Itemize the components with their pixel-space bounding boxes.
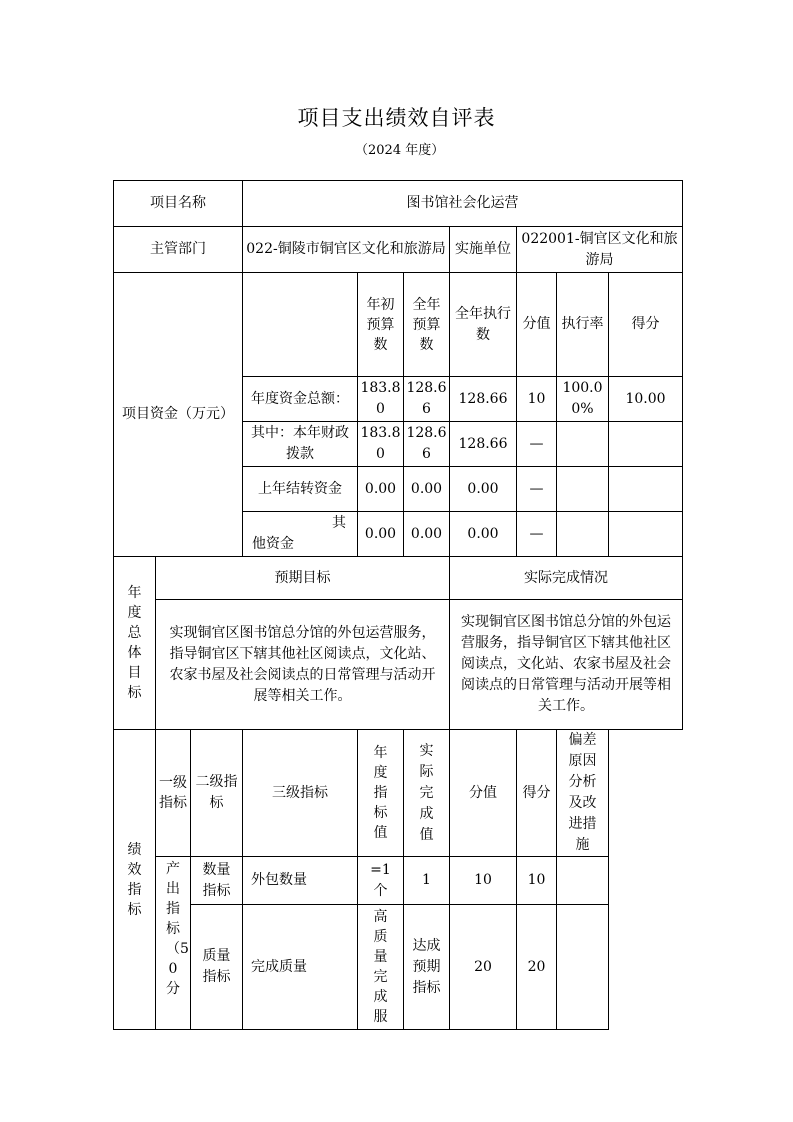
fund-full-year: 0.00 bbox=[404, 512, 450, 557]
dept-row bbox=[114, 227, 683, 273]
goals-content-row bbox=[114, 600, 683, 730]
fund-rate: 100.00% bbox=[557, 377, 609, 422]
fund-exec: 128.66 bbox=[450, 422, 517, 467]
ind-reason bbox=[557, 905, 609, 1030]
fund-full-year: 128.66 bbox=[404, 422, 450, 467]
unit-value: 022001-铜官区文化和旅游局 bbox=[517, 227, 683, 273]
ind-got: 20 bbox=[517, 905, 557, 1030]
funds-header-exec: 全年执行数 bbox=[450, 273, 517, 377]
ind-header-l1: 一级指标 bbox=[156, 730, 191, 857]
ind-header-reason: 偏差原因分析及改进措施 bbox=[557, 730, 609, 857]
page-subtitle-year: （2024 年度） bbox=[355, 143, 445, 158]
unit-label: 实施单位 bbox=[450, 227, 517, 273]
fund-label: 年度资金总额： bbox=[243, 377, 358, 422]
fund-label-part-b: 他资金 bbox=[252, 536, 294, 552]
fund-full-year: 0.00 bbox=[404, 467, 450, 512]
goals-expected-text: 实现铜官区图书馆总分馆的外包运营服务，指导铜官区下辖其他社区阅读点，文化站、农家书屋及社会阅读点的日常管理与活动开展等相关工作。 bbox=[156, 600, 450, 730]
ind-actual: 1 bbox=[404, 857, 450, 905]
goals-header-row bbox=[114, 557, 683, 600]
ind-l2: 数量指标 bbox=[191, 857, 243, 905]
page-title: 项目支出绩效自评表 bbox=[297, 106, 496, 130]
ind-header-l3: 三级指标 bbox=[243, 730, 358, 857]
funds-header-full-year: 全年预算数 bbox=[404, 273, 450, 377]
fund-exec: 128.66 bbox=[450, 377, 517, 422]
funds-header-blank bbox=[243, 273, 358, 377]
ind-header-got: 得分 bbox=[517, 730, 557, 857]
funds-header-row bbox=[114, 273, 683, 377]
fund-score: — bbox=[517, 422, 557, 467]
fund-got: 10.00 bbox=[609, 377, 683, 422]
ind-target: 高质量完成服 bbox=[358, 905, 404, 1030]
goals-actual-text: 实现铜官区图书馆总分馆的外包运营服务，指导铜官区下辖其他社区阅读点，文化站、农家书屋及社会阅读点的日常管理与活动开展等相关工作。 bbox=[450, 600, 683, 730]
ind-header-score: 分值 bbox=[450, 730, 517, 857]
fund-label: 上年结转资金 bbox=[243, 467, 358, 512]
fund-label bbox=[243, 512, 358, 557]
fund-got bbox=[609, 512, 683, 557]
indicators-label: 绩效指标 bbox=[114, 730, 156, 1030]
fund-score: — bbox=[517, 467, 557, 512]
fund-rate bbox=[557, 467, 609, 512]
fund-got bbox=[609, 467, 683, 512]
fund-rate bbox=[557, 512, 609, 557]
fund-rate bbox=[557, 422, 609, 467]
fund-score: — bbox=[517, 512, 557, 557]
ind-score: 20 bbox=[450, 905, 517, 1030]
goals-actual-header: 实际完成情况 bbox=[450, 557, 683, 600]
fund-initial: 183.80 bbox=[358, 422, 404, 467]
fund-full-year: 128.66 bbox=[404, 377, 450, 422]
ind-header-l2: 二级指标 bbox=[191, 730, 243, 857]
project-name-row bbox=[114, 181, 683, 227]
ind-l1-value: 产出指标（50分 bbox=[156, 857, 191, 1030]
funds-header-got: 得分 bbox=[609, 273, 683, 377]
fund-initial: 0.00 bbox=[358, 467, 404, 512]
ind-score: 10 bbox=[450, 857, 517, 905]
project-name-label: 项目名称 bbox=[114, 181, 243, 227]
fund-initial: 0.00 bbox=[358, 512, 404, 557]
fund-score: 10 bbox=[517, 377, 557, 422]
ind-header-target: 年度指标值 bbox=[358, 730, 404, 857]
fund-exec: 0.00 bbox=[450, 512, 517, 557]
fund-got bbox=[609, 422, 683, 467]
goals-label: 年度总体目标 bbox=[114, 557, 156, 730]
ind-got: 10 bbox=[517, 857, 557, 905]
ind-target: =1个 bbox=[358, 857, 404, 905]
funds-header-score: 分值 bbox=[517, 273, 557, 377]
fund-exec: 0.00 bbox=[450, 467, 517, 512]
project-name-value: 图书馆社会化运营 bbox=[243, 181, 683, 227]
funds-header-rate: 执行率 bbox=[557, 273, 609, 377]
indicator-row bbox=[114, 857, 683, 905]
ind-reason bbox=[557, 857, 609, 905]
dept-label: 主管部门 bbox=[114, 227, 243, 273]
goals-expected-header: 预期目标 bbox=[156, 557, 450, 600]
dept-value: 022-铜陵市铜官区文化和旅游局 bbox=[243, 227, 450, 273]
ind-header-actual: 实际完成值 bbox=[404, 730, 450, 857]
fund-initial: 183.80 bbox=[358, 377, 404, 422]
indicator-row bbox=[114, 905, 683, 1030]
fund-label: 其中：本年财政拨款 bbox=[243, 422, 358, 467]
funds-label: 项目资金（万元） bbox=[114, 273, 243, 557]
ind-l3: 完成质量 bbox=[243, 905, 358, 1030]
ind-l2: 质量指标 bbox=[191, 905, 243, 1030]
ind-l3: 外包数量 bbox=[243, 857, 358, 905]
ind-actual: 达成预期指标 bbox=[404, 905, 450, 1030]
performance-table bbox=[113, 180, 683, 1030]
funds-header-initial: 年初预算数 bbox=[358, 273, 404, 377]
fund-label-part-a: 其 bbox=[332, 515, 346, 531]
indicator-header-row bbox=[114, 730, 683, 857]
